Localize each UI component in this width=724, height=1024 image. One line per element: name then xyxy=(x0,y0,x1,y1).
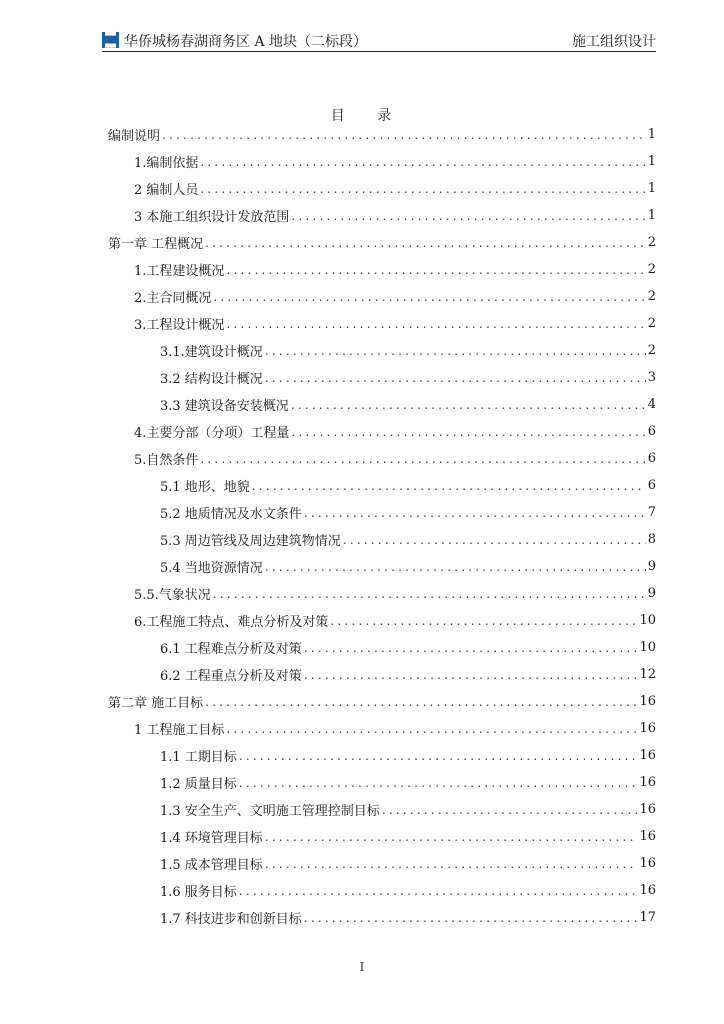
toc-entry[interactable] xyxy=(108,688,656,715)
toc-entry-title: 1.7 科技进步和创新目标 xyxy=(160,912,302,927)
toc-leader-dots xyxy=(304,506,646,520)
toc-entry-page: 10 xyxy=(639,613,656,628)
toc-entry-page: 2 xyxy=(647,262,656,277)
toc-entry-title: 编制说明 xyxy=(108,129,161,144)
toc-entry[interactable] xyxy=(108,202,656,229)
toc-entry-title: 3 本施工组织设计发放范围 xyxy=(134,210,290,225)
toc-entry-page: 3 xyxy=(647,370,656,385)
toc-entry-page: 16 xyxy=(639,748,656,763)
toc-leader-dots xyxy=(200,155,645,169)
toc-leader-dots xyxy=(226,263,645,277)
toc-entry-title: 5.5.气象状况 xyxy=(134,588,211,603)
toc-entry[interactable] xyxy=(108,418,656,445)
toc-entry-page: 16 xyxy=(639,694,656,709)
toc-entry-title: 5.2 地质情况及水文条件 xyxy=(160,507,302,522)
toc-entry-page: 16 xyxy=(639,721,656,736)
toc-entry[interactable] xyxy=(108,661,656,688)
toc-leader-dots xyxy=(343,533,646,547)
toc-entry[interactable] xyxy=(108,256,656,283)
toc-entry[interactable] xyxy=(108,742,656,769)
toc-entry-title: 6.工程施工特点、难点分析及对策 xyxy=(134,615,329,630)
toc-entry-title: 1.4 环境管理目标 xyxy=(160,831,263,846)
toc-entry-title: 6.1 工程难点分析及对策 xyxy=(160,642,302,657)
company-logo-icon: ▀▀ ▄▄ xyxy=(102,32,119,48)
toc-leader-dots xyxy=(200,182,645,196)
toc-entry[interactable] xyxy=(108,580,656,607)
toc-entry[interactable] xyxy=(108,148,656,175)
toc-entry-title: 1.5 成本管理目标 xyxy=(160,858,263,873)
toc-entry-page: 12 xyxy=(639,667,656,682)
toc-entry-title: 5.自然条件 xyxy=(134,453,199,468)
toc-leader-dots xyxy=(304,668,638,682)
toc-leader-dots xyxy=(291,398,646,412)
toc-entry-page: 6 xyxy=(647,424,656,439)
toc-leader-dots xyxy=(239,884,638,898)
toc-leader-dots xyxy=(239,776,638,790)
toc-leader-dots xyxy=(330,614,637,628)
toc-leader-dots xyxy=(265,830,638,844)
toc-entry[interactable] xyxy=(108,283,656,310)
toc-entry-title: 第一章 工程概况 xyxy=(108,237,204,252)
toc-leader-dots xyxy=(265,560,646,574)
toc-entry-title: 1.6 服务目标 xyxy=(160,885,237,900)
toc-leader-dots xyxy=(213,290,645,304)
toc-leader-dots xyxy=(226,317,645,331)
toc-leader-dots xyxy=(226,722,637,736)
toc-entry-page: 1 xyxy=(647,127,656,142)
toc-entry[interactable] xyxy=(108,175,656,202)
toc-entry-title: 5.4 当地资源情况 xyxy=(160,561,263,576)
toc-entry-page: 10 xyxy=(639,640,656,655)
toc-leader-dots xyxy=(205,695,637,709)
toc-entry-title: 4.主要分部（分项）工程量 xyxy=(134,426,290,441)
toc-entry-title: 1.工程建设概况 xyxy=(134,264,225,279)
toc-entry[interactable] xyxy=(108,337,656,364)
table-of-contents xyxy=(108,121,656,931)
toc-entry[interactable] xyxy=(108,526,656,553)
toc-entry-title: 1 工程施工目标 xyxy=(134,723,225,738)
toc-entry-title: 3.工程设计概况 xyxy=(134,318,225,333)
toc-entry-page: 2 xyxy=(647,235,656,250)
toc-leader-dots xyxy=(382,803,638,817)
toc-entry-page: 1 xyxy=(647,181,656,196)
toc-leader-dots xyxy=(252,479,646,493)
toc-entry-title: 1.编制依据 xyxy=(134,156,199,171)
toc-entry-title: 3.3 建筑设备安装概况 xyxy=(160,399,289,414)
toc-entry-page: 16 xyxy=(639,829,656,844)
toc-entry-title: 1.3 安全生产、文明施工管理控制目标 xyxy=(160,804,380,819)
toc-entry[interactable] xyxy=(108,769,656,796)
toc-entry[interactable] xyxy=(108,121,656,148)
toc-entry-title: 1.2 质量目标 xyxy=(160,777,237,792)
toc-entry-page: 2 xyxy=(647,289,656,304)
toc-entry[interactable] xyxy=(108,904,656,931)
toc-leader-dots xyxy=(304,911,638,925)
toc-entry-page: 7 xyxy=(647,505,656,520)
toc-leader-dots xyxy=(265,344,646,358)
toc-leader-dots xyxy=(162,128,646,142)
toc-leader-dots xyxy=(239,749,638,763)
toc-entry[interactable] xyxy=(108,877,656,904)
toc-entry[interactable] xyxy=(108,364,656,391)
toc-entry-page: 8 xyxy=(647,532,656,547)
toc-entry[interactable] xyxy=(108,796,656,823)
toc-entry-page: 6 xyxy=(647,451,656,466)
toc-leader-dots xyxy=(291,425,645,439)
toc-entry-page: 16 xyxy=(639,802,656,817)
toc-entry-page: 1 xyxy=(647,154,656,169)
toc-entry-page: 2 xyxy=(647,316,656,331)
toc-entry[interactable] xyxy=(108,229,656,256)
toc-leader-dots xyxy=(265,857,638,871)
toc-leader-dots xyxy=(265,371,646,385)
toc-entry-page: 16 xyxy=(639,883,656,898)
toc-entry-title: 3.1.建筑设计概况 xyxy=(160,345,263,360)
page-header xyxy=(102,26,656,52)
toc-entry[interactable] xyxy=(108,391,656,418)
header-title: 华侨城杨春湖商务区 A 地块（二标段） xyxy=(124,34,368,50)
toc-entry-title: 6.2 工程重点分析及对策 xyxy=(160,669,302,684)
toc-entry-title: 5.1 地形、地貌 xyxy=(160,480,250,495)
toc-leader-dots xyxy=(291,209,645,223)
toc-entry[interactable] xyxy=(108,823,656,850)
toc-entry-title: 3.2 结构设计概况 xyxy=(160,372,263,387)
toc-leader-dots xyxy=(213,587,646,601)
toc-entry[interactable] xyxy=(108,310,656,337)
toc-entry-page: 9 xyxy=(647,586,656,601)
toc-leader-dots xyxy=(205,236,646,250)
toc-entry[interactable] xyxy=(108,607,656,634)
toc-entry-page: 17 xyxy=(639,910,656,925)
page-number: I xyxy=(359,960,365,974)
toc-entry-page: 4 xyxy=(647,397,656,412)
toc-entry-title: 5.3 周边管线及周边建筑物情况 xyxy=(160,534,341,549)
toc-entry[interactable] xyxy=(108,715,656,742)
toc-entry-title: 2.主合同概况 xyxy=(134,291,212,306)
toc-entry[interactable] xyxy=(108,499,656,526)
toc-entry-page: 16 xyxy=(639,856,656,871)
toc-entry-page: 9 xyxy=(647,559,656,574)
toc-entry[interactable] xyxy=(108,472,656,499)
toc-entry-title: 1.1 工期目标 xyxy=(160,750,237,765)
toc-entry[interactable] xyxy=(108,850,656,877)
toc-entry-page: 6 xyxy=(647,478,656,493)
toc-leader-dots xyxy=(304,641,638,655)
toc-entry[interactable] xyxy=(108,634,656,661)
toc-entry-page: 1 xyxy=(647,208,656,223)
toc-entry-title: 2 编制人员 xyxy=(134,183,199,198)
toc-entry[interactable] xyxy=(108,445,656,472)
toc-leader-dots xyxy=(200,452,645,466)
header-document-type: 施工组织设计 xyxy=(572,34,656,50)
toc-entry-page: 2 xyxy=(647,343,656,358)
toc-entry-title: 第二章 施工目标 xyxy=(108,696,204,711)
toc-title: 目 录 xyxy=(330,108,406,124)
toc-entry[interactable] xyxy=(108,553,656,580)
toc-entry-page: 16 xyxy=(639,775,656,790)
